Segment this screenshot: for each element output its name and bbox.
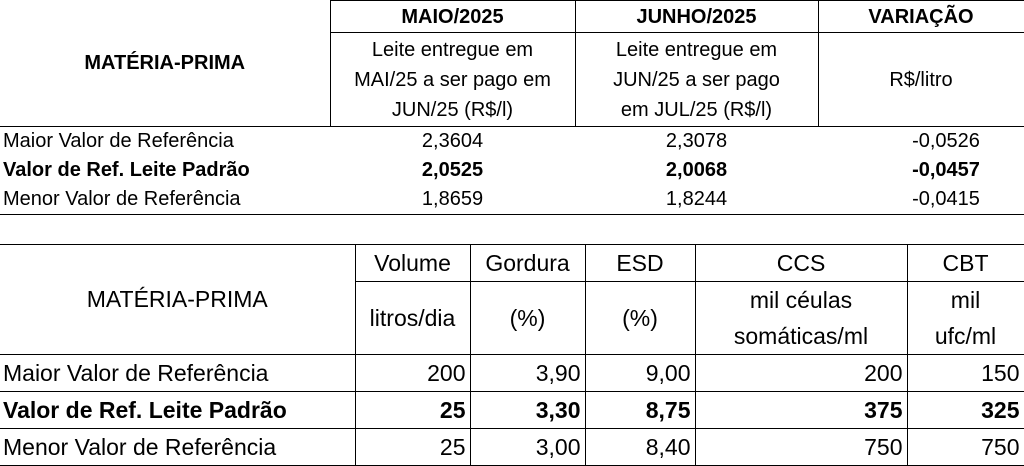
may-2025-description xyxy=(330,33,575,127)
may-value: 2,0525 xyxy=(421,159,484,181)
esd-value: 9,00 xyxy=(585,355,695,392)
fat-value: 3,30 xyxy=(470,392,585,429)
cbt-unit xyxy=(907,282,1024,355)
desc-line: Leite entregue em xyxy=(615,38,778,61)
june-2025-description xyxy=(575,33,818,127)
row-label: Maior Valor de Referência xyxy=(3,130,234,152)
ccs-value: 750 xyxy=(695,429,907,466)
table-row xyxy=(0,185,1024,215)
may-2025-header: MAIO/2025 xyxy=(330,1,575,33)
june-value: 2,3078 xyxy=(665,130,728,152)
variation-header: VARIAÇÃO xyxy=(818,1,1024,33)
desc-line: MAI/25 a ser pago em xyxy=(354,68,551,91)
june-value: 2,0068 xyxy=(665,159,728,181)
fat-header: Gordura xyxy=(470,245,585,282)
may-value: 1,8659 xyxy=(421,188,484,210)
table-row xyxy=(0,156,1024,185)
raw-material-header: MATÉRIA-PRIMA xyxy=(0,245,355,355)
cbt-value: 150 xyxy=(907,355,1024,392)
table-row xyxy=(0,127,1024,157)
quality-reference-table xyxy=(0,244,1024,466)
may-value: 2,3604 xyxy=(421,130,484,152)
volume-header: Volume xyxy=(355,245,470,282)
ccs-unit xyxy=(695,282,907,355)
table-row xyxy=(0,392,1024,429)
june-2025-header: JUNHO/2025 xyxy=(575,1,818,33)
esd-value: 8,75 xyxy=(585,392,695,429)
fat-value: 3,00 xyxy=(470,429,585,466)
table-row xyxy=(0,355,1024,392)
june-value: 1,8244 xyxy=(665,188,728,210)
esd-value: 8,40 xyxy=(585,429,695,466)
row-label: Valor de Ref. Leite Padrão xyxy=(3,159,250,181)
esd-header: ESD xyxy=(585,245,695,282)
variation-value: -0,0526 xyxy=(912,130,980,152)
ccs-value: 200 xyxy=(695,355,907,392)
esd-unit: (%) xyxy=(585,282,695,355)
volume-unit: litros/dia xyxy=(355,282,470,355)
row-label: Maior Valor de Referência xyxy=(0,355,355,392)
volume-value: 200 xyxy=(355,355,470,392)
variation-unit: R$/litro xyxy=(818,33,1024,127)
unit-line: ufc/ml xyxy=(934,323,997,349)
ccs-value: 375 xyxy=(695,392,907,429)
row-label: Valor de Ref. Leite Padrão xyxy=(0,392,355,429)
price-reference-table xyxy=(0,0,1024,215)
desc-line: Leite entregue em xyxy=(371,38,534,61)
cbt-value: 325 xyxy=(907,392,1024,429)
raw-material-header: MATÉRIA-PRIMA xyxy=(0,1,330,127)
volume-value: 25 xyxy=(355,429,470,466)
row-label: Menor Valor de Referência xyxy=(3,188,241,210)
desc-line: JUN/25 (R$/l) xyxy=(391,98,514,121)
variation-value: -0,0457 xyxy=(912,159,980,181)
row-label: Menor Valor de Referência xyxy=(0,429,355,466)
cbt-header: CBT xyxy=(907,245,1024,282)
fat-value: 3,90 xyxy=(470,355,585,392)
volume-value: 25 xyxy=(355,392,470,429)
desc-line: JUN/25 a ser pago xyxy=(613,68,780,91)
variation-value: -0,0415 xyxy=(912,188,980,210)
unit-line: somáticas/ml xyxy=(733,323,869,349)
cbt-value: 750 xyxy=(907,429,1024,466)
ccs-header: CCS xyxy=(695,245,907,282)
fat-unit: (%) xyxy=(470,282,585,355)
unit-line: mil céulas xyxy=(749,287,853,313)
desc-line: em JUL/25 (R$/l) xyxy=(620,98,773,121)
unit-line: mil xyxy=(950,287,981,313)
